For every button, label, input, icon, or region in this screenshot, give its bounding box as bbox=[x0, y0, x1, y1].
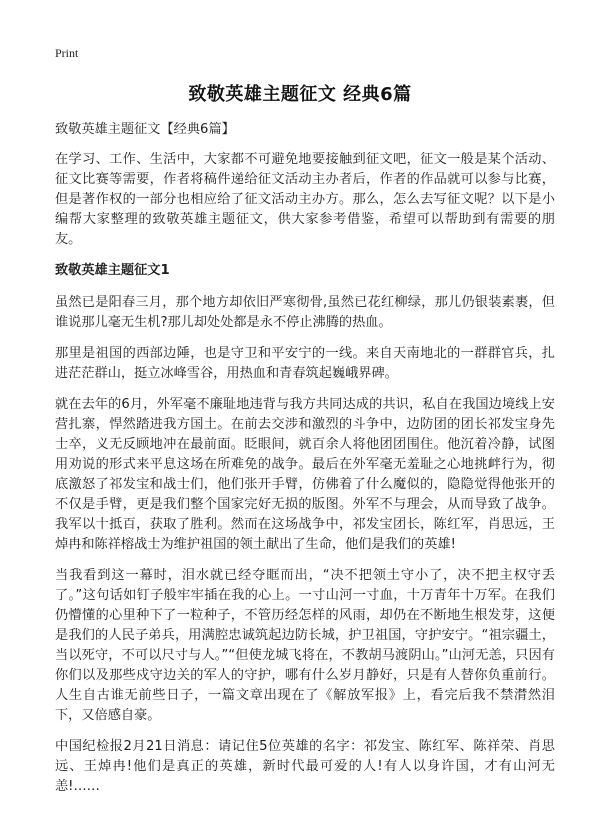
body-paragraph: 那里是祖国的西部边陲，也是守卫和平安宁的一线。来自天南地北的一群群官兵，扎进茫茫群山，挺立冰峰雪谷，用热血和青春筑起巍峨界碑。 bbox=[55, 346, 555, 381]
print-label: Print bbox=[55, 46, 79, 60]
body-paragraph: 虽然已是阳春三月，那个地方却依旧严寒彻骨,虽然已花红柳绿，那儿仍银装素裹，但谁说那儿毫无生机?那儿却处处都是永不停止沸腾的热血。 bbox=[55, 295, 555, 330]
document-body bbox=[55, 120, 555, 808]
intro-paragraph: 在学习、工作、生活中，大家都不可避免地要接触到征文吧，征文一般是某个活动、征文比赛等需要，作者将稿件递给征文活动主办者后，作者的作品就可以参与比赛，但是著作权的一部分也相应给了征文活动主办方。那么，怎么去写征文呢？以下是小编帮大家整理的致敬英雄主题征文，供大家参考借鉴，希望可以帮助到有需要的朋友。 bbox=[55, 152, 555, 247]
body-paragraph: 当我看到这一幕时，泪水就已经夺眶而出，“决不把领土守小了，决不把主权守丢了。”这句话如钉子般牢牢插在我的心上。一寸山河一寸血，十万青年十万军。在我们仍懵懂的心里种下了一粒种子，不管历经怎样的风雨，却仍在不断地生根发芽，这便是我们的人民子弟兵，用满腔忠诚筑起边防长城，护卫祖国，守护安宁。“祖宗疆土，当以死守，不可以尺寸与人。”“但使龙城飞将在，不教胡马渡阴山。”山河无恙，只因有你们以及那些戍守边关的军人的守护，哪有什么岁月静好，只是有人替你负重前行。人生自古谁无前些日子，一篇文章出现在了《解放军报》上，看完后我不禁潸然泪下，又倍感自豪。 bbox=[55, 568, 555, 723]
body-paragraph: 中国纪检报2月21日消息：请记住5位英雄的名字：祁发宝、陈红军、陈祥荣、肖思远、王焯冉!他们是真正的英雄，新时代最可爱的人!有人以身许国，才有山河无恙!…… bbox=[55, 739, 555, 794]
section-heading: 致敬英雄主题征文1 bbox=[55, 263, 170, 278]
document-title: 致敬英雄主题征文 经典6篇 bbox=[188, 84, 412, 105]
document-subtitle: 致敬英雄主题征文【经典6篇】 bbox=[55, 122, 235, 137]
body-paragraph: 就在去年的6月，外军毫不廉耻地违背与我方共同达成的共识，私自在我国边境线上安营扎寨，悍然踏进我方国土。在前去交涉和激烈的斗争中，边防团的团长祁发宝身先士卒，义无反顾地冲在最前面。眨眼间，就百余人将他团团围住。他沉着冷静，试图用劝说的形式来平息这场在所难免的战争。最后在外军毫无羞耻之心地挑衅行为，彻底激怒了祁发宝和战士们，他们张开手臂，仿佛着了什么魔似的，隐隐觉得他张开的不仅是手臂，更是我们整个国家完好无损的版图。外军不与理会，从而导致了战争。我军以十抵百，获取了胜利。然而在这场战争中，祁发宝团长，陈红军，肖思远，王焯冉和陈祥榕战士为维护祖国的领土献出了生命，他们是我们的英雄! bbox=[55, 397, 555, 552]
